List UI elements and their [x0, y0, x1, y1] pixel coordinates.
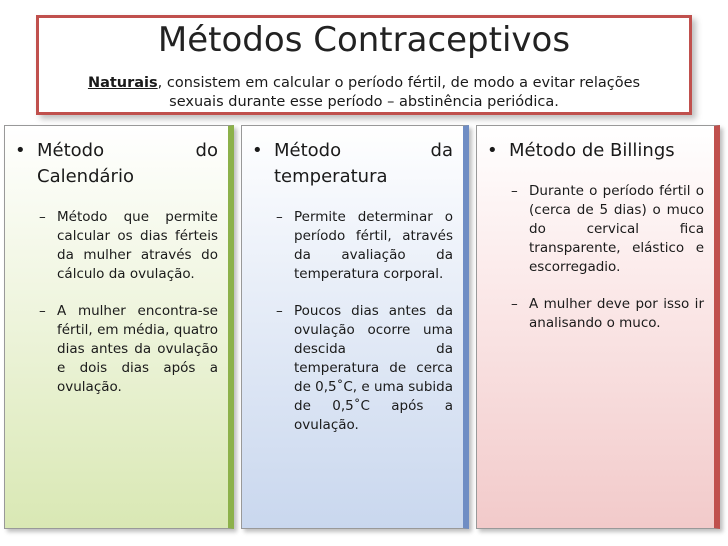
- dash-icon: –: [276, 303, 283, 319]
- column-temperature-method: [241, 125, 469, 529]
- column-heading: [15, 138, 218, 190]
- item-list: [487, 182, 704, 333]
- item-text: Método que permite calcular os dias férteis da mulher através do cálculo da ovulação.: [57, 209, 218, 282]
- subtitle: [59, 74, 669, 112]
- item-text: Permite determinar o período fértil, através da avaliação da temperatura corporal.: [294, 209, 453, 282]
- column-billings-method: [476, 125, 720, 529]
- item-text: A mulher encontra-se fértil, em média, quatro dias antes da ovulação e dois dias após a ovulação.: [57, 303, 218, 395]
- bullet-icon: •: [252, 140, 263, 161]
- list-item: [511, 295, 704, 333]
- list-item: [39, 208, 218, 284]
- heading-text: Método da temperatura: [274, 140, 453, 187]
- dash-icon: –: [39, 209, 46, 225]
- column-calendar-method: [4, 125, 234, 529]
- dash-icon: –: [276, 209, 283, 225]
- item-list: [15, 208, 218, 397]
- title-box: [36, 15, 692, 115]
- column-heading: [487, 138, 704, 164]
- bullet-icon: •: [15, 140, 26, 161]
- subtitle-lead: Naturais: [87, 75, 158, 91]
- item-text: A mulher deve por isso ir analisando o muco.: [529, 296, 704, 331]
- item-text: Durante o período fértil o (cerca de 5 dias) o muco do cervical fica transparente, elástico e escorregadio.: [529, 183, 704, 275]
- column-heading: [252, 138, 453, 190]
- item-list: [252, 208, 453, 435]
- heading-text: Método do Calendário: [37, 140, 218, 187]
- bullet-icon: •: [487, 140, 498, 161]
- heading-text: Método de Billings: [509, 140, 675, 161]
- dash-icon: –: [511, 296, 518, 312]
- dash-icon: –: [511, 183, 518, 199]
- list-item: [276, 208, 453, 284]
- list-item: [511, 182, 704, 277]
- subtitle-text: , consistem em calcular o período fértil, de modo a evitar relações sexuais durante esse período – abstinência periódica.: [157, 75, 641, 110]
- dash-icon: –: [39, 303, 46, 319]
- page-title: Métodos Contraceptivos: [157, 20, 571, 60]
- list-item: [39, 302, 218, 397]
- list-item: [276, 302, 453, 435]
- item-text: Poucos dias antes da ovulação ocorre uma descida da temperatura de cerca de 0,5˚C, e uma subida de 0,5˚C após a ovulação.: [294, 303, 454, 433]
